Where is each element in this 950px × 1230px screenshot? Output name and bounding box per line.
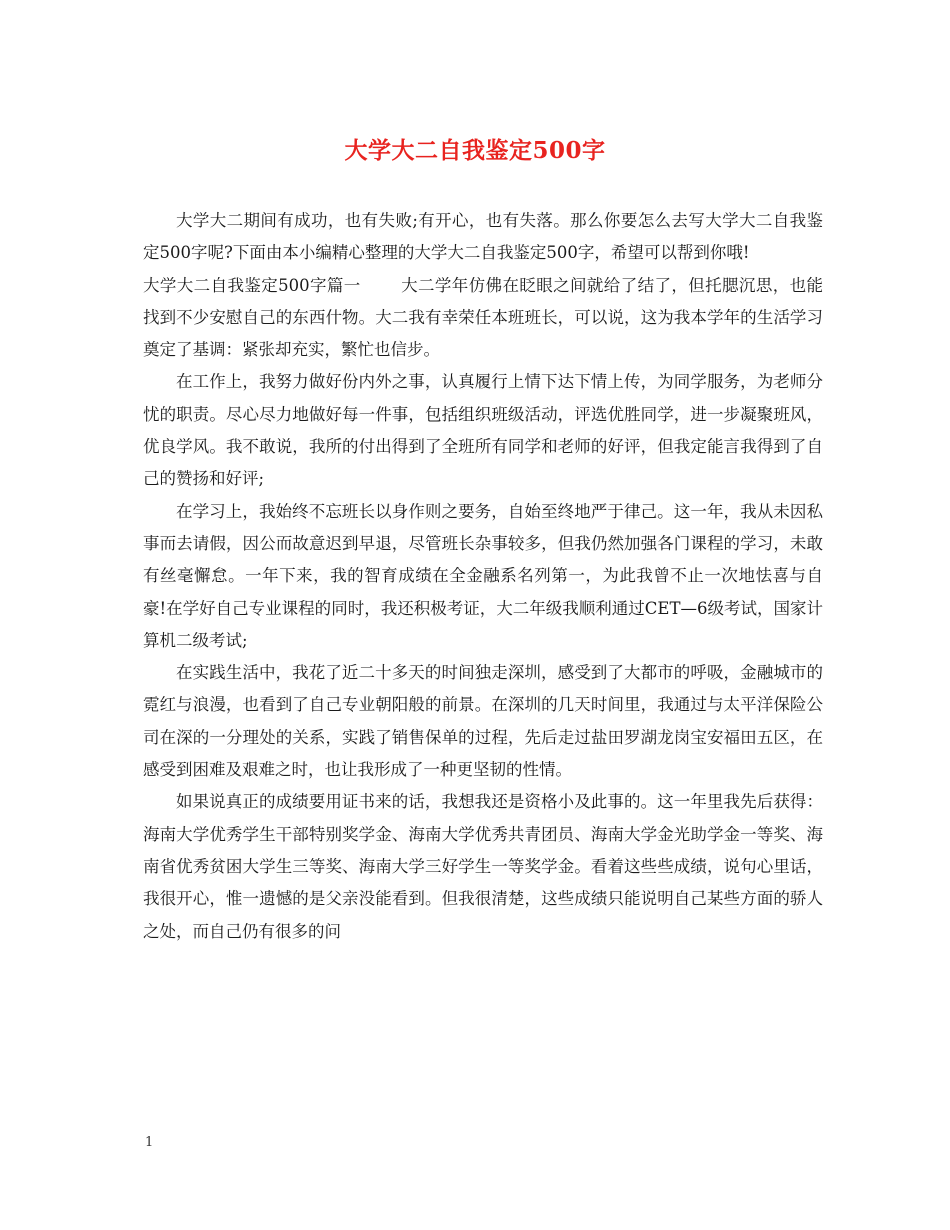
section-paragraph (143, 270, 823, 367)
paragraph-achievements: 如果说真正的成绩要用证书来的话，我想我还是资格小及此事的。这一年里我先后获得：海南大学优秀学生干部特别奖学金、海南大学优秀共青团员、海南大学金光助学金一等奖、海南省优秀贫困大学生三等奖、海南大学三好学生一等奖学金。看着这些些成绩，说句心里话，我很开心，惟一遗憾的是父亲没能看到。但我很清楚，这些成绩只能说明自己某些方面的骄人之处，而自己仍有很多的问 (143, 792, 823, 941)
paragraph-work: 在工作上，我努力做好份内外之事，认真履行上情下达下情上传，为同学服务，为老师分忧的职责。尽心尽力地做好每一件事，包括组织班级活动，评选优胜同学，进一步凝聚班风，优良学风。我不敢说，我所的付出得到了全班所有同学和老师的好评，但我定能言我得到了自己的赞扬和好评; (143, 372, 823, 489)
intro-paragraph: 大学大二期间有成功，也有失败;有开心，也有失落。那么你要怎么去写大学大二自我鉴定500字呢?下面由本小编精心整理的大学大二自我鉴定500字，希望可以帮到你哦! (143, 211, 823, 263)
paragraph-practice: 在实践生活中，我花了近二十多天的时间独走深圳，感受到了大都市的呼吸，金融城市的霓红与浪漫，也看到了自己专业朝阳般的前景。在深圳的几天时间里，我通过与太平洋保险公司在深的一分理处的关系，实践了销售保单的过程，先后走过盐田罗湖龙岗宝安福田五区，在感受到困难及艰难之时，也让我形成了一种更坚韧的性情。 (143, 663, 823, 780)
section-heading: 大学大二自我鉴定500字篇一 (143, 275, 361, 295)
paragraph-study: 在学习上，我始终不忘班长以身作则之要务，自始至终地严于律己。这一年，我从未因私事而去请假，因公而故意迟到早退，尽管班长杂事较多，但我仍然加强各门课程的学习，未敢有丝毫懈怠。一年下来，我的智育成绩在全金融系名列第一，为此我曾不止一次地怯喜与自豪!在学好自己专业课程的同时，我还积极考证，大二年级我顺利通过CET—6级考试，国家计算机二级考试; (143, 501, 823, 650)
document-body (143, 205, 823, 948)
section-first-text: 大二学年仿佛在眨眼之间就给了结了，但托腮沉思，也能找到不少安慰自己的东西什物。大二我有幸荣任本班班长，可以说，这为我本学年的生活学习奠定了基调：紧张却充实，繁忙也信步。 (143, 275, 824, 360)
document-title: 大学大二自我鉴定500字 (344, 137, 606, 164)
page-number: 1 (145, 1135, 154, 1150)
